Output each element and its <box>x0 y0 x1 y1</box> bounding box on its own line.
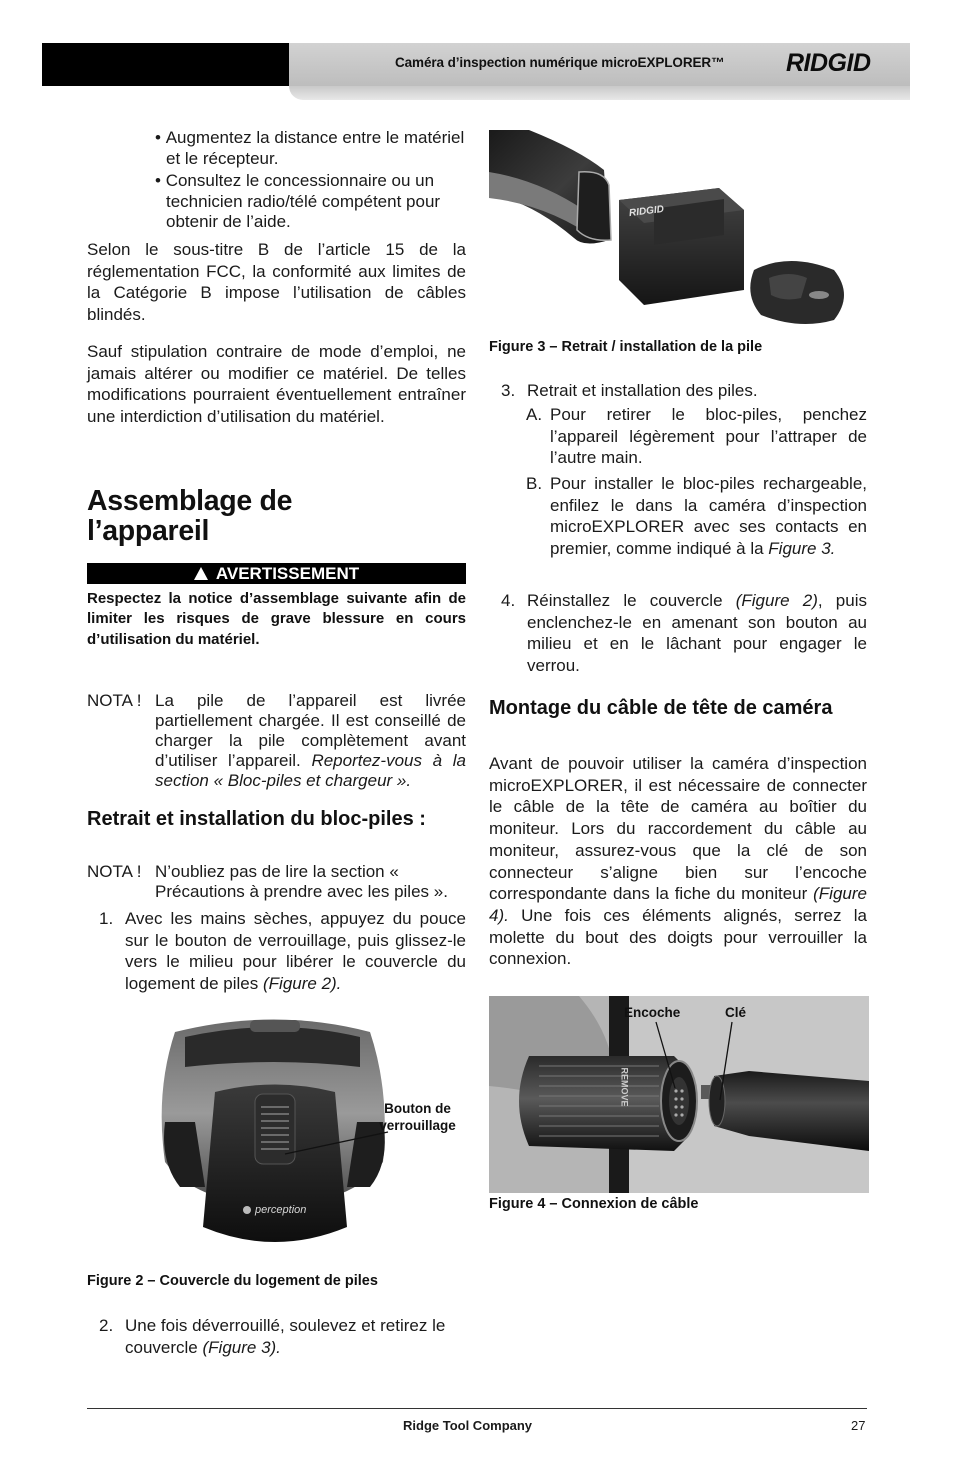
figure-reference: (Figure 2). <box>263 974 342 994</box>
step-number: 4. <box>501 591 516 610</box>
figure-reference: Figure 3. <box>768 539 836 559</box>
step-text: , puis enclenchez-le en amenant son bouton au milieu et en le lâchant pour engager le verrou. <box>527 591 867 676</box>
footer-company: Ridge Tool Company <box>403 1418 533 1433</box>
warning-label: AVERTISSEMENT <box>215 564 360 583</box>
page-number: 27 <box>851 1418 866 1433</box>
step-number: 1. <box>99 909 114 928</box>
header-title: Caméra d’inspection numérique microEXPLORER™ <box>395 55 725 70</box>
figure-reference: (Figure 2) <box>735 591 818 610</box>
nota-text: La pile de l’appareil est livrée partiellement chargée. Il est conseillé de charger la pile complètement avant d’utiliser l’appareil. <box>155 691 466 770</box>
perception-logo: perception <box>255 1204 307 1216</box>
figure-3-caption: Figure 3 – Retrait / installation de la pile <box>489 339 763 355</box>
step-3 <box>501 380 867 402</box>
battery-brand: RIDGID <box>628 203 665 220</box>
battery-subheading: Retrait et installation du bloc-piles : <box>87 808 426 830</box>
nota-label: NOTA ! <box>87 862 142 881</box>
step-4 <box>501 590 867 677</box>
step-2 <box>99 1315 466 1358</box>
cable-paragraph: Avant de pouvoir utiliser la caméra d’inspection microEXPLORER, il est nécessaire de connecter le câble de la tête de caméra au boîtier du moniteur. Lors du raccordement du câble au moniteur, assurez-vous que la clé de son connecteur s’aligne bien sur l’encoche correspondante dans la fiche du moniteur (Figure 4). Une fois ces éléments alignés, serrez la molette du bout des doigts pour verrouiller la connexion. <box>489 754 867 969</box>
warning-text: Respectez la notice d’assemblage suivante afin de limiter les risques de grave blessure en cours d’utilisation du matériel. <box>87 590 466 648</box>
bullet-list <box>155 128 467 233</box>
step-3b <box>526 473 867 560</box>
bullet-item: • Consultez le concessionnaire ou un technicien radio/télé compétent pour obtenir de l’aide. <box>155 171 441 231</box>
substep-label: A. <box>526 405 543 424</box>
nota-reference: Reportez-vous à la section « Bloc-piles et chargeur ». <box>155 751 467 790</box>
footer-rule <box>87 1408 867 1409</box>
figure-4-caption: Figure 4 – Connexion de câble <box>489 1196 699 1212</box>
nota-battery <box>87 691 466 791</box>
substep-text: Pour retirer le bloc-piles, penchez l’appareil légèrement pour l’attraper de l’autre main. <box>550 405 867 468</box>
assembly-heading <box>87 486 466 546</box>
step-1 <box>99 908 466 995</box>
figure-2-caption: Figure 2 – Couvercle du logement de piles <box>87 1273 378 1289</box>
figure-3-image <box>489 130 869 330</box>
lock-button-label: Bouton de verrouillage <box>379 1101 456 1133</box>
key-label: Clé <box>725 1005 747 1020</box>
fcc-paragraph: Selon le sous-titre B de l’article 15 de la réglementation FCC, la conformité aux limites de la Catégorie B impose l’utilisation de câbles blindés. <box>87 240 466 325</box>
substep-label: B. <box>526 474 543 493</box>
assembly-heading-line2: l’appareil <box>87 515 210 547</box>
step-text: Retrait et installation des piles. <box>527 381 758 400</box>
nota-precautions <box>87 862 466 902</box>
remove-marking: REMOVE <box>619 1067 630 1107</box>
figure-reference: (Figure 3). <box>202 1337 281 1357</box>
ridgid-logo: RIDGID <box>786 49 871 77</box>
figure-reference: (Figure 4). <box>489 884 867 925</box>
step-number: 2. <box>99 1316 114 1335</box>
nota-label: NOTA ! <box>87 691 142 710</box>
step-3a <box>526 404 867 469</box>
header-black-bar <box>42 43 289 86</box>
warning-triangle-icon <box>194 567 208 580</box>
nota-text: N’oubliez pas de lire la section « Précautions à prendre avec les piles ». <box>155 862 448 901</box>
step-number: 3. <box>501 381 516 400</box>
warning-banner <box>87 563 466 584</box>
substep-text: Pour installer le bloc-piles rechargeable, enfilez le dans la caméra d’inspection microEXPLORER avec ses contacts en premier, comme indiqué à la <box>550 474 867 559</box>
cable-heading: Montage du câble de tête de caméra <box>489 697 833 719</box>
header-gray-tab <box>289 86 910 100</box>
step-text: Réinstallez le couvercle <box>527 591 723 610</box>
battery-removal-illustration <box>489 130 869 330</box>
bullet-item: • Augmentez la distance entre le matériel et le récepteur. <box>155 128 465 168</box>
notch-label: Encoche <box>624 1005 681 1020</box>
step-text: Une fois déverrouillé, soulevez et retirez le couvercle <box>125 1316 446 1357</box>
assembly-heading-line1: Assemblage de <box>87 485 293 517</box>
step-text: Avec les mains sèches, appuyez du pouce sur le bouton de verrouillage, puis glissez-le vers le milieu pour libérer le couvercle du logement de piles <box>125 909 466 994</box>
modification-paragraph: Sauf stipulation contraire de mode d’emploi, ne jamais altérer ou modifier ce matériel. De telles modifications pourraient éventuellement entraîner une interdiction d’utilisation du matériel. <box>87 342 466 427</box>
fig4-leader-lines <box>640 1018 740 1118</box>
